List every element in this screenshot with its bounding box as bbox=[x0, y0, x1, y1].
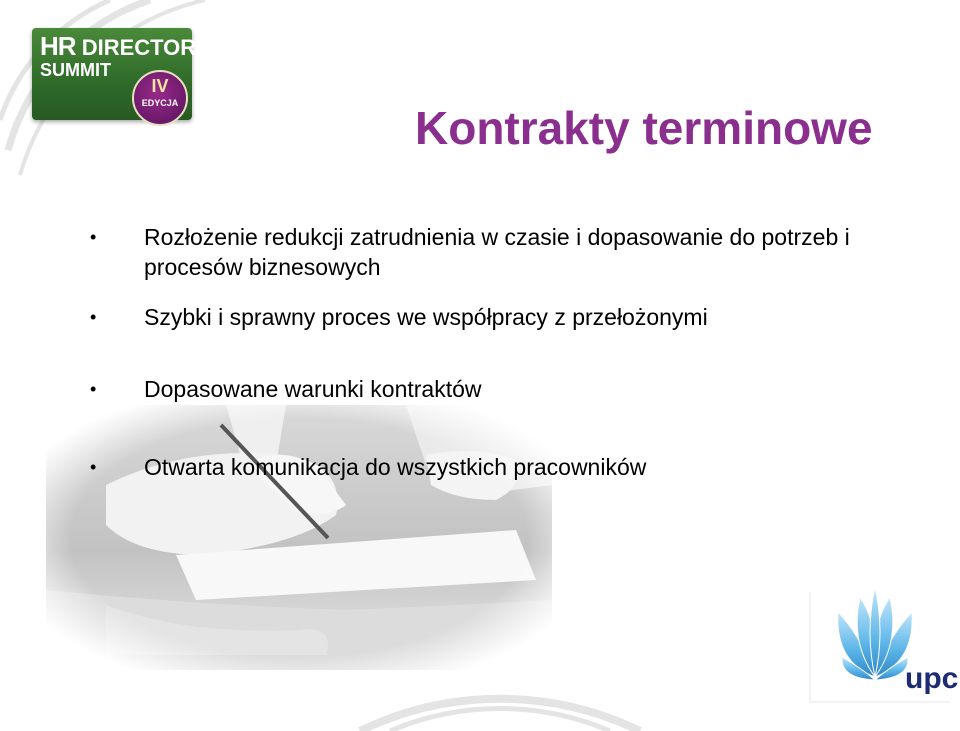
slide-title: Kontrakty terminowe bbox=[415, 102, 873, 154]
bullet-dot: • bbox=[90, 307, 97, 327]
upc-logo-text: upc bbox=[905, 662, 959, 695]
hr-directors-summit-logo bbox=[32, 28, 211, 120]
logo-directors-text: DIRECTORS bbox=[81, 35, 211, 60]
bullet-dot: • bbox=[90, 227, 97, 247]
bullet-dot: • bbox=[90, 457, 97, 477]
edition-numeral: IV bbox=[151, 76, 169, 96]
bullet-list bbox=[90, 222, 870, 482]
bullet-text: Dopasowane warunki kontraktów bbox=[144, 376, 482, 402]
edition-seal bbox=[132, 70, 188, 126]
list-item bbox=[90, 302, 870, 332]
bullet-text: Otwarta komunikacja do wszystkich pracowników bbox=[144, 454, 647, 480]
list-item bbox=[90, 452, 870, 482]
logo-hr-text: HR bbox=[40, 31, 76, 61]
bullet-text: Szybki i sprawny proces we współpracy z przełożonymi bbox=[144, 304, 708, 330]
logo-summit-text: SUMMIT bbox=[40, 60, 111, 80]
bullet-dot: • bbox=[90, 379, 97, 399]
list-item bbox=[90, 222, 870, 282]
edition-label: EDYCJA bbox=[141, 98, 179, 108]
list-item bbox=[90, 374, 870, 404]
bullet-text: Rozłożenie redukcji zatrudnienia w czasie i dopasowanie do potrzeb i procesów biznesowych bbox=[144, 224, 850, 280]
